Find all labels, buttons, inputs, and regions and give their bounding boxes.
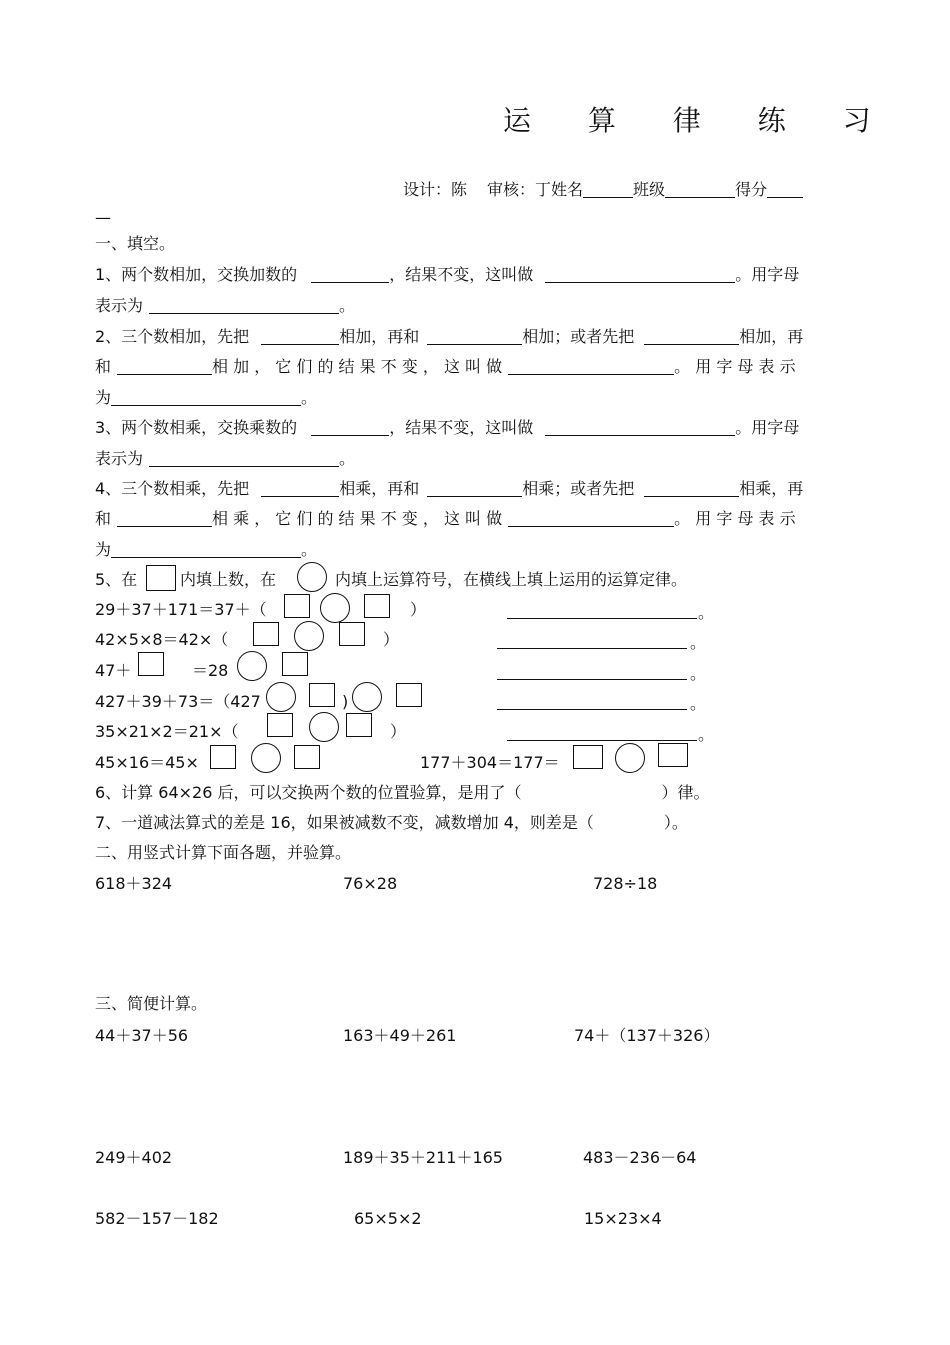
vertical-problem-1: 618＋324 bbox=[95, 874, 173, 893]
expr3-number-box[interactable] bbox=[138, 652, 164, 676]
expr3-operator-circle[interactable] bbox=[237, 651, 267, 681]
expr6-number-box-2[interactable] bbox=[294, 745, 320, 769]
question-3-line1: 3、两个数相乘，交换乘数的 ，结果不变，这叫做 。用字母 bbox=[95, 418, 800, 437]
expr1-number-box-2[interactable] bbox=[364, 594, 390, 618]
expr7-number-box-1[interactable] bbox=[573, 745, 603, 769]
q2-blank-2[interactable] bbox=[427, 328, 522, 345]
expr4-operator-circle-1[interactable] bbox=[266, 682, 296, 712]
q4-blank-2[interactable] bbox=[427, 480, 522, 497]
expr5-operator-circle[interactable] bbox=[309, 712, 339, 742]
expr3-number-box-2[interactable] bbox=[282, 652, 308, 676]
expr4-law-blank[interactable] bbox=[497, 709, 687, 710]
expr6-operator-circle[interactable] bbox=[251, 743, 281, 773]
class-label: 班级 bbox=[633, 180, 666, 199]
expr-7: 177＋304＝177＝ bbox=[420, 753, 560, 772]
expr5-period: 。 bbox=[698, 725, 715, 744]
q2-blank-4[interactable] bbox=[117, 358, 212, 375]
simple-problem-8: 65×5×2 bbox=[354, 1209, 422, 1228]
sample-circle-icon bbox=[297, 562, 327, 592]
question-6: 6、计算 64×26 后，可以交换两个数的位置验算，是用了（ ）律。 bbox=[95, 783, 710, 802]
section-simple-title: 三、简便计算。 bbox=[95, 994, 208, 1013]
header-info bbox=[403, 180, 803, 200]
q4-blank-4[interactable] bbox=[117, 510, 212, 527]
expr1-period: 。 bbox=[698, 603, 715, 622]
class-blank[interactable] bbox=[665, 181, 735, 198]
page-title: 运 算 律 练 习 bbox=[503, 104, 895, 137]
question-4-line1: 4、三个数相乘，先把 相乘，再和 相乘；或者先把 相乘，再 bbox=[95, 479, 804, 498]
q2-blank-1[interactable] bbox=[261, 328, 339, 345]
q1-blank-2[interactable] bbox=[545, 266, 735, 283]
expr-1: 29＋37＋171＝37＋（ bbox=[95, 600, 267, 619]
expr-3a: 47＋ bbox=[95, 661, 132, 680]
expr4-paren: ) bbox=[342, 692, 349, 711]
question-7: 7、一道减法算式的差是 16，如果被减数不变，减数增加 4，则差是（ ）。 bbox=[95, 813, 688, 832]
expr1-number-box-1[interactable] bbox=[284, 594, 310, 618]
simple-problem-2: 163＋49＋261 bbox=[343, 1026, 457, 1045]
simple-problem-4: 249＋402 bbox=[95, 1148, 173, 1167]
question-2-line2: 和 相 加 ， 它 们 的 结 果 不 变 ， 这 叫 做 。 用 字 母 表 示 bbox=[95, 357, 796, 376]
name-label: 姓名 bbox=[551, 180, 584, 199]
expr2-operator-circle[interactable] bbox=[294, 621, 324, 651]
expr4-number-box-2[interactable] bbox=[396, 683, 422, 707]
expr5-number-box-2[interactable] bbox=[346, 713, 372, 737]
question-2-line3: 为 。 bbox=[95, 388, 318, 407]
expr1-law-blank[interactable] bbox=[507, 618, 697, 619]
section-vertical-title: 二、用竖式计算下面各题，并验算。 bbox=[95, 843, 352, 862]
expr7-operator-circle[interactable] bbox=[615, 743, 645, 773]
q3-blank-1[interactable] bbox=[311, 419, 389, 436]
q2-blank-5[interactable] bbox=[508, 358, 674, 375]
vertical-problem-2: 76×28 bbox=[343, 874, 398, 893]
name-blank[interactable] bbox=[583, 181, 633, 198]
simple-problem-9: 15×23×4 bbox=[584, 1209, 662, 1228]
question-2-line1: 2、三个数相加，先把 相加，再和 相加；或者先把 相加，再 bbox=[95, 327, 804, 346]
expr5-number-box-1[interactable] bbox=[267, 713, 293, 737]
expr4-number-box-1[interactable] bbox=[309, 683, 335, 707]
q4-blank-5[interactable] bbox=[508, 510, 674, 527]
simple-problem-3: 74＋（137＋326） bbox=[574, 1026, 720, 1045]
q5-label-a: 5、在 bbox=[95, 570, 138, 589]
q4-blank-3[interactable] bbox=[644, 480, 739, 497]
designer-label: 设计：陈 bbox=[403, 180, 468, 199]
q1-blank-1[interactable] bbox=[311, 266, 389, 283]
simple-problem-5: 189＋35＋211＋165 bbox=[343, 1148, 503, 1167]
score-label: 得分 bbox=[735, 180, 768, 199]
q4-blank-1[interactable] bbox=[261, 480, 339, 497]
question-4-line2: 和 相 乘 ， 它 们 的 结 果 不 变 ， 这 叫 做 。 用 字 母 表 示 bbox=[95, 509, 796, 528]
q2-blank-6[interactable] bbox=[111, 389, 301, 406]
sample-box-icon bbox=[146, 565, 176, 591]
expr-4: 427＋39＋73＝（427 bbox=[95, 692, 261, 711]
expr2-law-blank[interactable] bbox=[497, 648, 687, 649]
expr5-close: ） bbox=[390, 722, 407, 741]
expr5-law-blank[interactable] bbox=[507, 740, 697, 741]
q2-blank-3[interactable] bbox=[644, 328, 739, 345]
simple-problem-6: 483－236－64 bbox=[583, 1148, 697, 1167]
expr7-number-box-2[interactable] bbox=[658, 743, 688, 767]
reviewer-label: 审核：丁 bbox=[487, 180, 552, 199]
q1-blank-3[interactable] bbox=[149, 297, 339, 314]
expr-6: 45×16＝45× bbox=[95, 753, 199, 772]
section-fill-title: 一、填空。 bbox=[95, 234, 176, 253]
q3-blank-3[interactable] bbox=[149, 450, 339, 467]
q3-blank-2[interactable] bbox=[545, 419, 735, 436]
expr2-close: ） bbox=[383, 630, 400, 649]
expr-5: 35×21×2＝21×（ bbox=[95, 722, 239, 741]
question-4-line3: 为 。 bbox=[95, 540, 318, 559]
question-3-line2: 表示为 。 bbox=[95, 449, 356, 468]
expr-3b: ＝28 bbox=[192, 661, 229, 680]
expr1-operator-circle[interactable] bbox=[320, 593, 350, 623]
expr3-period: 。 bbox=[690, 664, 707, 683]
expr2-period: 。 bbox=[690, 633, 707, 652]
expr4-operator-circle-2[interactable] bbox=[352, 682, 382, 712]
question-1-line2: 表示为 。 bbox=[95, 296, 356, 315]
q5-label-c: 内填上运算符号，在横线上填上运用的运算定律。 bbox=[335, 570, 688, 589]
vertical-problem-3: 728÷18 bbox=[593, 874, 658, 893]
q4-blank-6[interactable] bbox=[111, 541, 301, 558]
expr1-close: ） bbox=[410, 600, 427, 619]
expr2-number-box-1[interactable] bbox=[253, 622, 279, 646]
simple-problem-1: 44＋37＋56 bbox=[95, 1026, 189, 1045]
expr4-period: 。 bbox=[690, 694, 707, 713]
expr6-number-box-1[interactable] bbox=[210, 745, 236, 769]
question-1-line1: 1、两个数相加，交换加数的 ，结果不变，这叫做 。用字母 bbox=[95, 265, 800, 284]
expr-2: 42×5×8＝42×（ bbox=[95, 630, 229, 649]
expr3-law-blank[interactable] bbox=[497, 679, 687, 680]
header-dash: — bbox=[95, 208, 111, 227]
expr2-number-box-2[interactable] bbox=[339, 622, 365, 646]
score-blank[interactable] bbox=[767, 181, 803, 198]
simple-problem-7: 582－157－182 bbox=[95, 1209, 219, 1228]
q5-label-b: 内填上数，在 bbox=[180, 570, 277, 589]
